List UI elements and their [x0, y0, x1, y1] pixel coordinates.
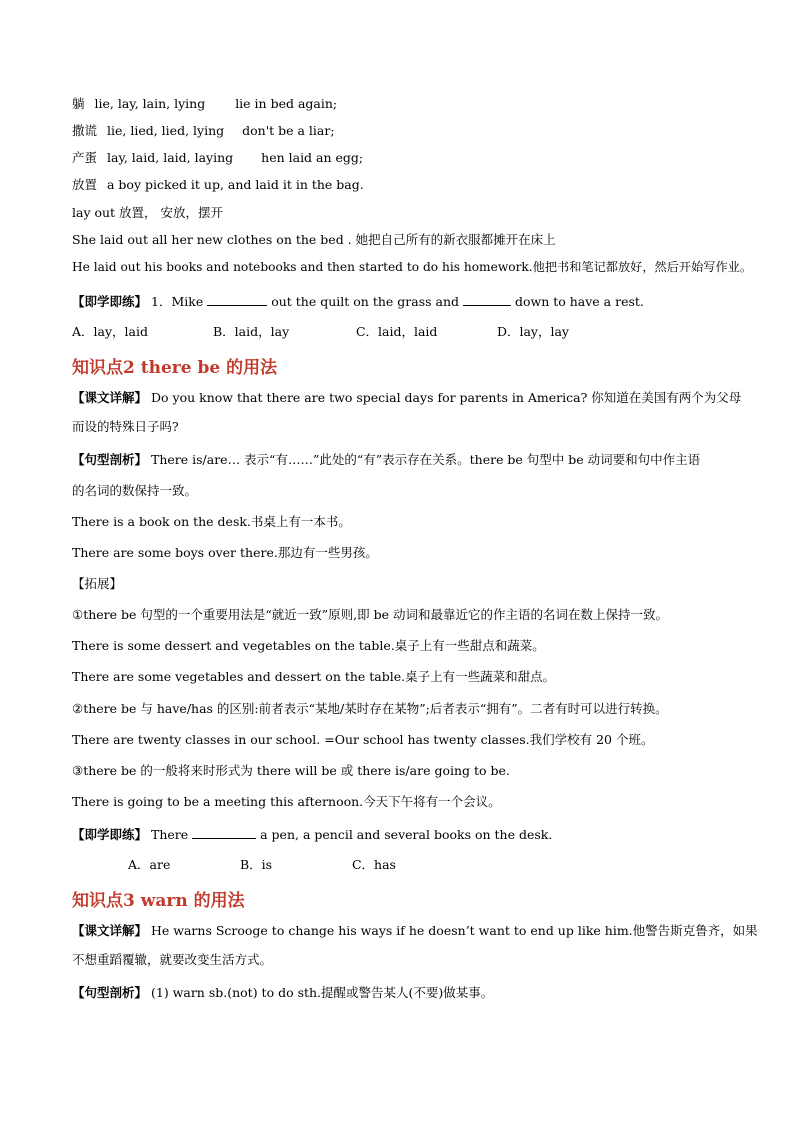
option-c[interactable]: C．laid，laid	[355, 324, 438, 339]
vocab-line-layout: lay out 放置， 安放，摆开	[72, 205, 224, 220]
example-sentence: There is some dessert and vegetables on the table.桌子上有一些甜点和蔬菜。	[72, 638, 545, 653]
text-detail	[72, 390, 741, 406]
example-sentence: There is a book on the desk.书桌上有一本书。	[72, 514, 351, 529]
example-sentence: He laid out his books and notebooks and then started to do his homework.他把书和笔记都放好，然后开始写作业。	[72, 260, 753, 274]
vocab-forms: lie, lied, lied, lying	[107, 123, 225, 138]
example-sentence: There are some boys over there.那边有一些男孩。	[72, 545, 378, 560]
vocab-cn: 撒谎	[72, 123, 98, 138]
vocab-example: lie in bed again;	[235, 96, 338, 111]
rule-point-2: ②there be 与 have/has 的区别:前者表示“某地/某时存在某物”;后者表示“拥有”。二者有时可以进行转换。	[72, 701, 668, 716]
option-c[interactable]: C．has	[351, 857, 396, 872]
sentence-analysis	[72, 985, 493, 1001]
answer-options	[128, 857, 396, 873]
vocab-line-place	[72, 177, 364, 193]
detail-text: He warns Scrooge to change his ways if he doesn’t want to end up like him.他警告斯克鲁齐，如果	[151, 923, 758, 938]
section-title-there-be: 知识点2 there be 的用法	[72, 358, 278, 378]
answer-blank[interactable]	[192, 826, 256, 839]
vocab-line-lie-2	[72, 123, 335, 139]
vocab-line-lay	[72, 150, 363, 166]
vocab-line-lie	[72, 96, 337, 112]
vocab-cn: 躺	[72, 96, 85, 111]
option-a[interactable]: A．lay，laid	[72, 324, 148, 339]
analysis-text: There is/are… 表示“有……”此处的“有”表示存在关系。there be 句型中 be 动词要和句中作主语	[151, 452, 701, 467]
question-text: out the quilt on the grass and	[271, 294, 463, 309]
expand-tag: 【拓展】	[72, 576, 123, 591]
vocab-forms: lay, laid, laid, laying	[107, 150, 234, 165]
question-text: a pen, a pencil and several books on the desk.	[260, 827, 553, 842]
vocab-example: don't be a liar;	[242, 123, 335, 138]
option-b[interactable]: B．laid，lay	[212, 324, 290, 339]
practice-question-2	[72, 826, 552, 843]
answer-blank[interactable]	[463, 293, 511, 306]
example-sentence: There is going to be a meeting this afternoon.今天下午将有一个会议。	[72, 794, 501, 809]
answer-options	[72, 324, 569, 340]
example-sentence: She laid out all her new clothes on the bed . 她把自己所有的新衣服都摊开在床上	[72, 232, 556, 247]
section-title-warn: 知识点3 warn 的用法	[72, 891, 245, 911]
analysis-tag: 【句型剖析】	[72, 452, 148, 467]
analysis-tag: 【句型剖析】	[72, 985, 148, 1000]
practice-question-1	[72, 293, 644, 310]
analysis-text-cont: 的名词的数保持一致。	[72, 483, 198, 498]
option-a[interactable]: A．are	[128, 857, 171, 872]
rule-point-3: ③there be 的一般将来时形式为 there will be 或 there is/are going to be.	[72, 763, 510, 778]
question-text: 1．Mike	[151, 294, 204, 309]
detail-text-cont: 而设的特殊日子吗?	[72, 419, 179, 434]
question-text: down to have a rest.	[514, 294, 644, 309]
example-sentence: There are twenty classes in our school. =Our school has twenty classes.我们学校有 20 个班。	[72, 732, 654, 747]
detail-tag: 【课文详解】	[72, 390, 148, 405]
detail-text: Do you know that there are two special days for parents in America? 你知道在美国有两个为父母	[151, 390, 742, 405]
vocab-cn: 产蛋	[72, 150, 98, 165]
detail-tag: 【课文详解】	[72, 923, 148, 938]
sentence-analysis	[72, 452, 700, 468]
answer-blank[interactable]	[207, 293, 267, 306]
vocab-cn: 放置	[72, 177, 98, 192]
vocab-example: hen laid an egg;	[261, 150, 364, 165]
analysis-text: (1) warn sb.(not) to do sth.提醒或警告某人(不要)做某事。	[151, 985, 494, 1000]
practice-tag: 【即学即练】	[72, 827, 148, 842]
vocab-forms: lie, lay, lain, lying	[94, 96, 206, 111]
vocab-example: a boy picked it up, and laid it in the bag.	[107, 177, 364, 192]
practice-tag: 【即学即练】	[72, 294, 148, 309]
option-b[interactable]: B．is	[239, 857, 273, 872]
text-detail	[72, 923, 758, 939]
question-text: There	[151, 827, 193, 842]
rule-point-1: ①there be 句型的一个重要用法是“就近一致”原则,即 be 动词和最靠近它的作主语的名词在数上保持一致。	[72, 607, 668, 622]
option-d[interactable]: D．lay，lay	[496, 324, 569, 339]
detail-text-cont: 不想重蹈覆辙，就要改变生活方式。	[72, 952, 273, 967]
example-sentence: There are some vegetables and dessert on the table.桌子上有一些蔬菜和甜点。	[72, 669, 556, 684]
